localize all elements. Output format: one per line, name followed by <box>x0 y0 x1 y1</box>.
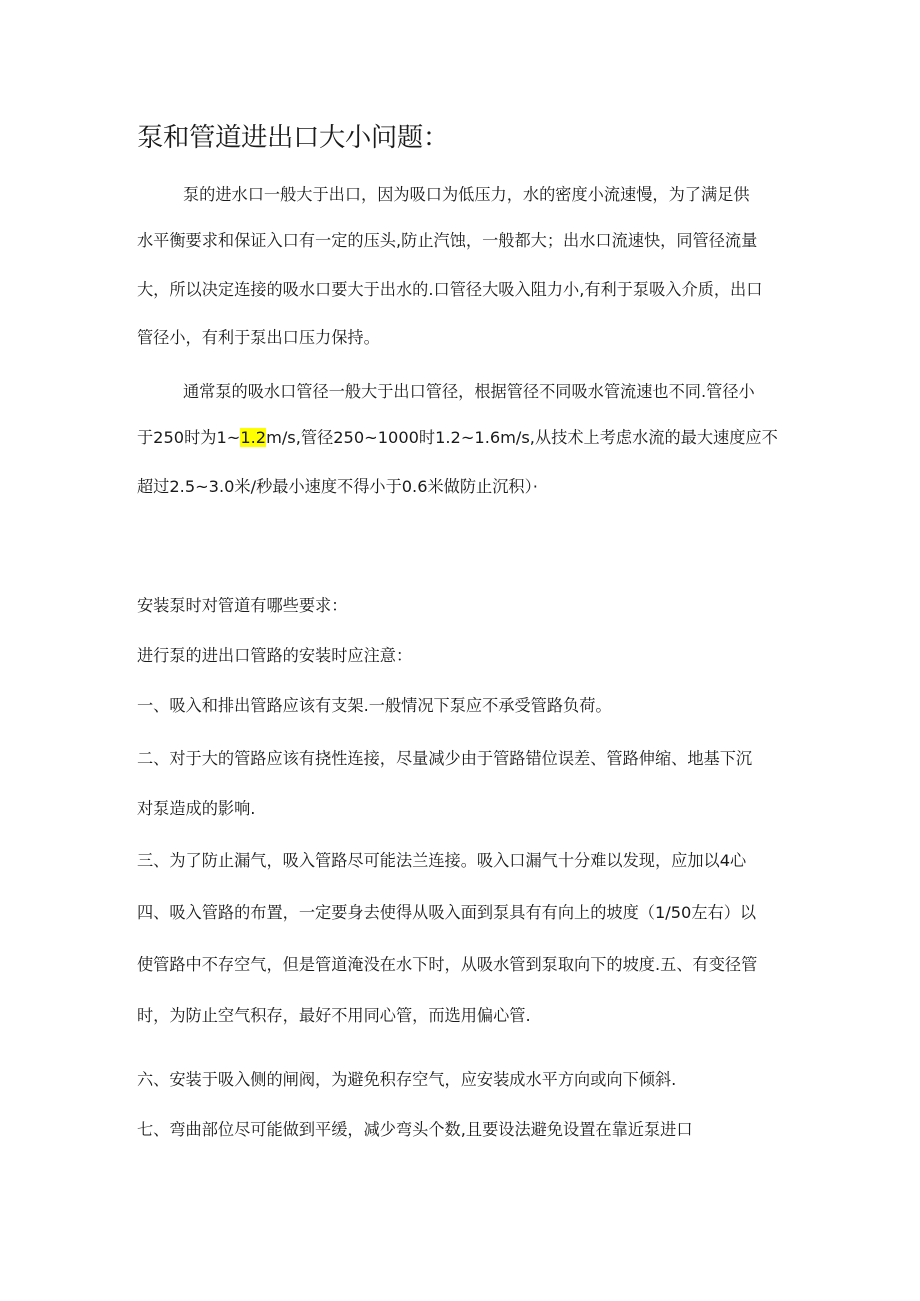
text-segment: 于250时为1~ <box>137 428 241 447</box>
paragraph-1-line: 泵的进水口一般大于出口，因为吸口为低压力，水的密度小流速慢，为了满足供 <box>183 185 750 204</box>
paragraph-1-line: 大，所以决定连接的吸水口要大于出水的.口管径大吸入阻力小,有利于泵吸入介质，出口 <box>137 280 763 299</box>
list-item: 七、弯曲部位尽可能做到平缓，减少弯头个数,且要设法避免设置在靠近泵进口 <box>137 1120 693 1139</box>
list-item: 一、吸入和排出管路应该有支架.一般情况下泵应不承受管路负荷。 <box>137 696 612 715</box>
section-intro: 进行泵的进出口管路的安装时应注意： <box>137 646 413 665</box>
paragraph-1-line: 水平衡要求和保证入口有一定的压头,防止汽蚀，一般都大；出水口流速快，同管径流量 <box>137 231 758 250</box>
list-item: 对泵造成的影响. <box>137 799 256 818</box>
list-item: 使管路中不存空气，但是管道淹没在水下时，从吸水管到泵取向下的坡度.五、有变径管 <box>137 955 758 974</box>
highlighted-text: 1.2 <box>240 428 267 447</box>
list-item: 三、为了防止漏气，吸入管路尽可能法兰连接。吸入口漏气十分难以发现，应加以4心 <box>137 851 747 870</box>
list-item: 六、安装于吸入侧的闸阀，为避免积存空气，应安装成水平方向或向下倾斜. <box>137 1070 677 1089</box>
text-segment: m/s,管径250~1000时1.2~1.6m/s,从技术上考虑水流的最大速度应不 <box>266 428 778 447</box>
paragraph-2-line <box>137 426 787 450</box>
paragraph-1-line: 管径小，有利于泵出口压力保持。 <box>137 328 380 347</box>
paragraph-2-line: 通常泵的吸水口管径一般大于出口管径，根据管径不同吸水管流速也不同.管径小 <box>183 382 755 401</box>
list-item: 二、对于大的管路应该有挠性连接，尽量减少由于管路错位误差、管路伸缩、地基下沉 <box>137 749 753 768</box>
list-item: 时，为防止空气积存，最好不用同心管，而选用偏心管. <box>137 1006 531 1025</box>
list-item: 四、吸入管路的布置，一定要身去使得从吸入面到泵具有有向上的坡度（1/50左右）以 <box>137 903 757 922</box>
page-title: 泵和管道进出口大小问题： <box>137 122 449 153</box>
section-heading: 安装泵时对管道有哪些要求： <box>137 596 348 615</box>
paragraph-2-line: 超过2.5~3.0米/秒最小速度不得小于0.6米做防止沉积）· <box>137 477 538 496</box>
